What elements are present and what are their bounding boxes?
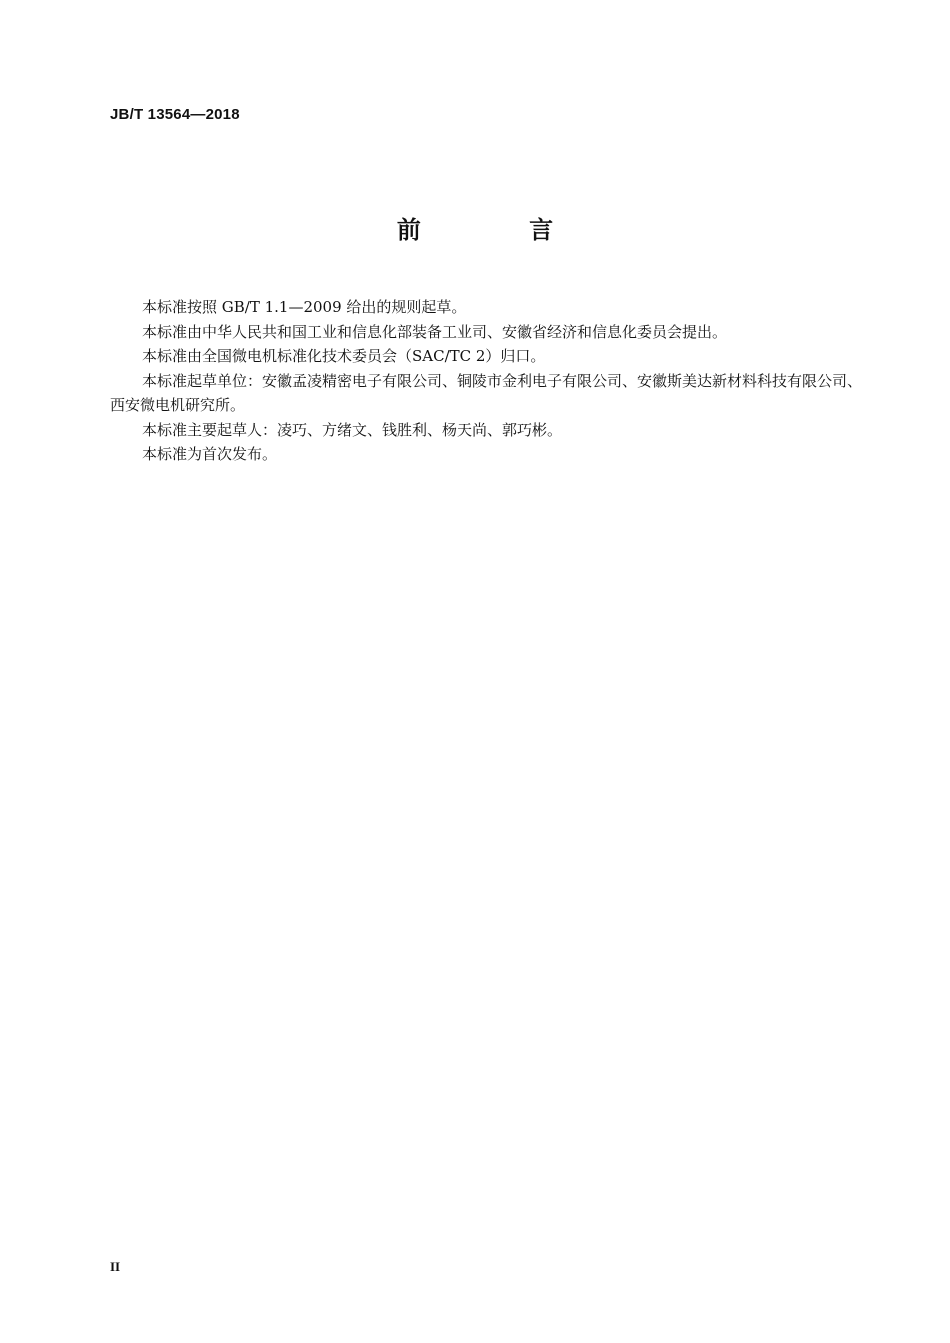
paragraph-drafting-units: 本标准起草单位：安徽孟凌精密电子有限公司、铜陵市金利电子有限公司、安徽斯美达新材料科技有限公司、西安微电机研究所。 bbox=[110, 371, 863, 414]
paragraph-technical-committee: 本标准由全国微电机标准化技术委员会（SAC/TC 2）归口。 bbox=[142, 347, 546, 365]
standard-code: JB/T 13564—2018 bbox=[110, 106, 240, 123]
page-title: 前 言 bbox=[396, 216, 604, 244]
paragraph-first-release: 本标准为首次发布。 bbox=[142, 445, 278, 463]
page-number: II bbox=[110, 1259, 121, 1274]
paragraph-proposer: 本标准由中华人民共和国工业和信息化部装备工业司、安徽省经济和信息化委员会提出。 bbox=[142, 322, 728, 341]
foreword-body bbox=[110, 295, 862, 467]
paragraph-drafting-rules: 本标准按照 GB/T 1.1—2009 给出的规则起草。 bbox=[142, 298, 467, 316]
paragraph-drafters: 本标准主要起草人：凌巧、方绪文、钱胜利、杨天尚、郭巧彬。 bbox=[142, 420, 563, 439]
